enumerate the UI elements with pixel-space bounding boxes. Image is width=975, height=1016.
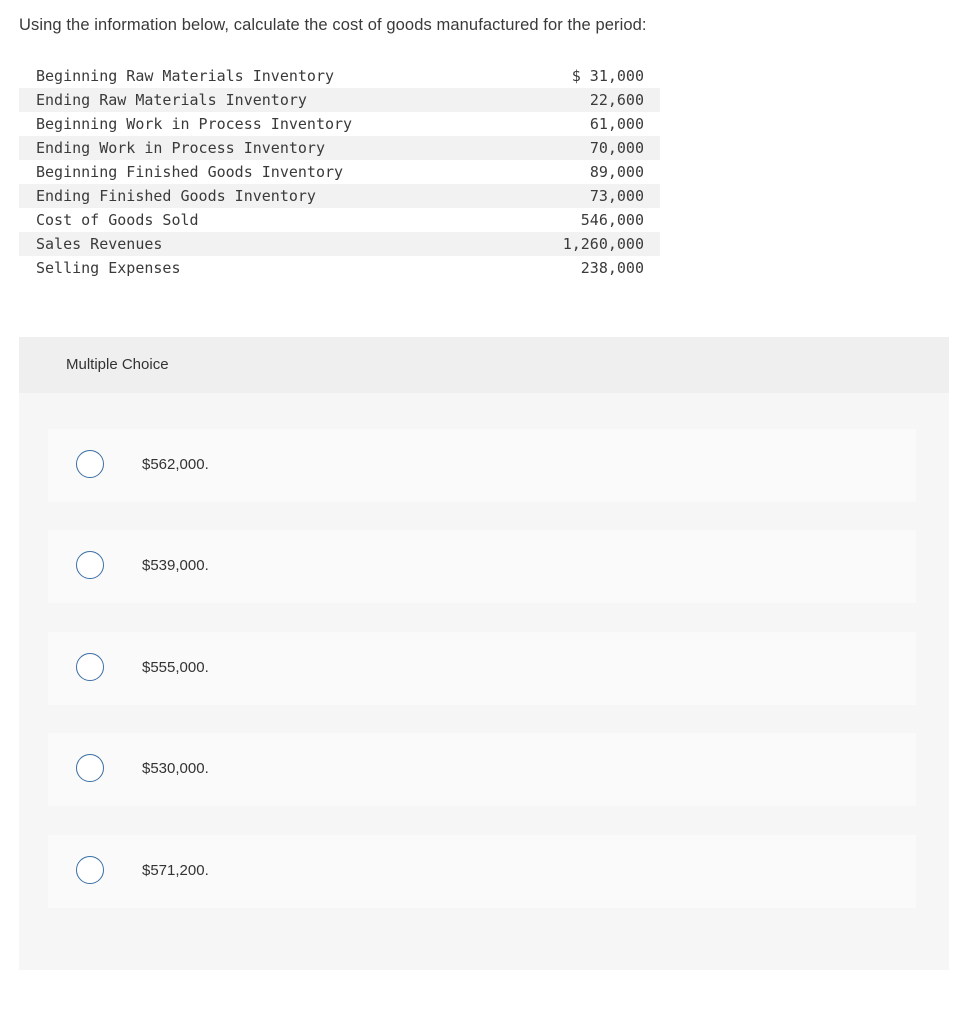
- row-value: 89,000: [589, 163, 644, 181]
- radio-button[interactable]: [76, 653, 104, 681]
- multiple-choice-panel: [19, 337, 949, 970]
- data-table: [19, 64, 660, 280]
- table-row: [19, 136, 660, 160]
- row-value: $ 31,000: [571, 67, 644, 85]
- choice-label: $539,000.: [142, 557, 209, 574]
- table-row: [19, 160, 660, 184]
- row-label: Ending Work in Process Inventory: [19, 136, 515, 160]
- choice-option-4[interactable]: [48, 733, 916, 806]
- row-label: Ending Finished Goods Inventory: [19, 184, 515, 208]
- choice-label: $571,200.: [142, 862, 209, 879]
- radio-button[interactable]: [76, 450, 104, 478]
- choice-label: $530,000.: [142, 760, 209, 777]
- row-value: 1,260,000: [515, 232, 660, 256]
- choice-option-1[interactable]: [48, 429, 916, 502]
- radio-button[interactable]: [76, 856, 104, 884]
- table-row: [19, 88, 660, 112]
- table-row: [19, 232, 660, 256]
- row-value: 238,000: [580, 259, 644, 277]
- row-label: Beginning Finished Goods Inventory: [36, 163, 344, 181]
- row-label: Selling Expenses: [36, 259, 181, 277]
- question-text: Using the information below, calculate the cost of goods manufactured for the period:: [19, 16, 647, 34]
- row-value: 22,600: [515, 88, 660, 112]
- table-row: [19, 64, 660, 88]
- choice-option-3[interactable]: [48, 632, 916, 705]
- multiple-choice-header: [19, 337, 949, 393]
- table-row: [19, 184, 660, 208]
- row-value: 73,000: [515, 184, 660, 208]
- table-row: [19, 256, 660, 280]
- table-row: [19, 112, 660, 136]
- choice-label: $555,000.: [142, 659, 209, 676]
- row-value: 61,000: [589, 115, 644, 133]
- table-row: [19, 208, 660, 232]
- radio-button[interactable]: [76, 551, 104, 579]
- row-label: Beginning Raw Materials Inventory: [36, 67, 335, 85]
- row-value: 546,000: [580, 211, 644, 229]
- multiple-choice-title: Multiple Choice: [66, 356, 169, 373]
- row-label: Sales Revenues: [19, 232, 515, 256]
- radio-button[interactable]: [76, 754, 104, 782]
- row-label: Beginning Work in Process Inventory: [36, 115, 353, 133]
- row-label: Ending Raw Materials Inventory: [19, 88, 515, 112]
- choice-option-5[interactable]: [48, 835, 916, 908]
- choice-option-2[interactable]: [48, 530, 916, 603]
- row-label: Cost of Goods Sold: [36, 211, 199, 229]
- choice-label: $562,000.: [142, 456, 209, 473]
- row-value: 70,000: [515, 136, 660, 160]
